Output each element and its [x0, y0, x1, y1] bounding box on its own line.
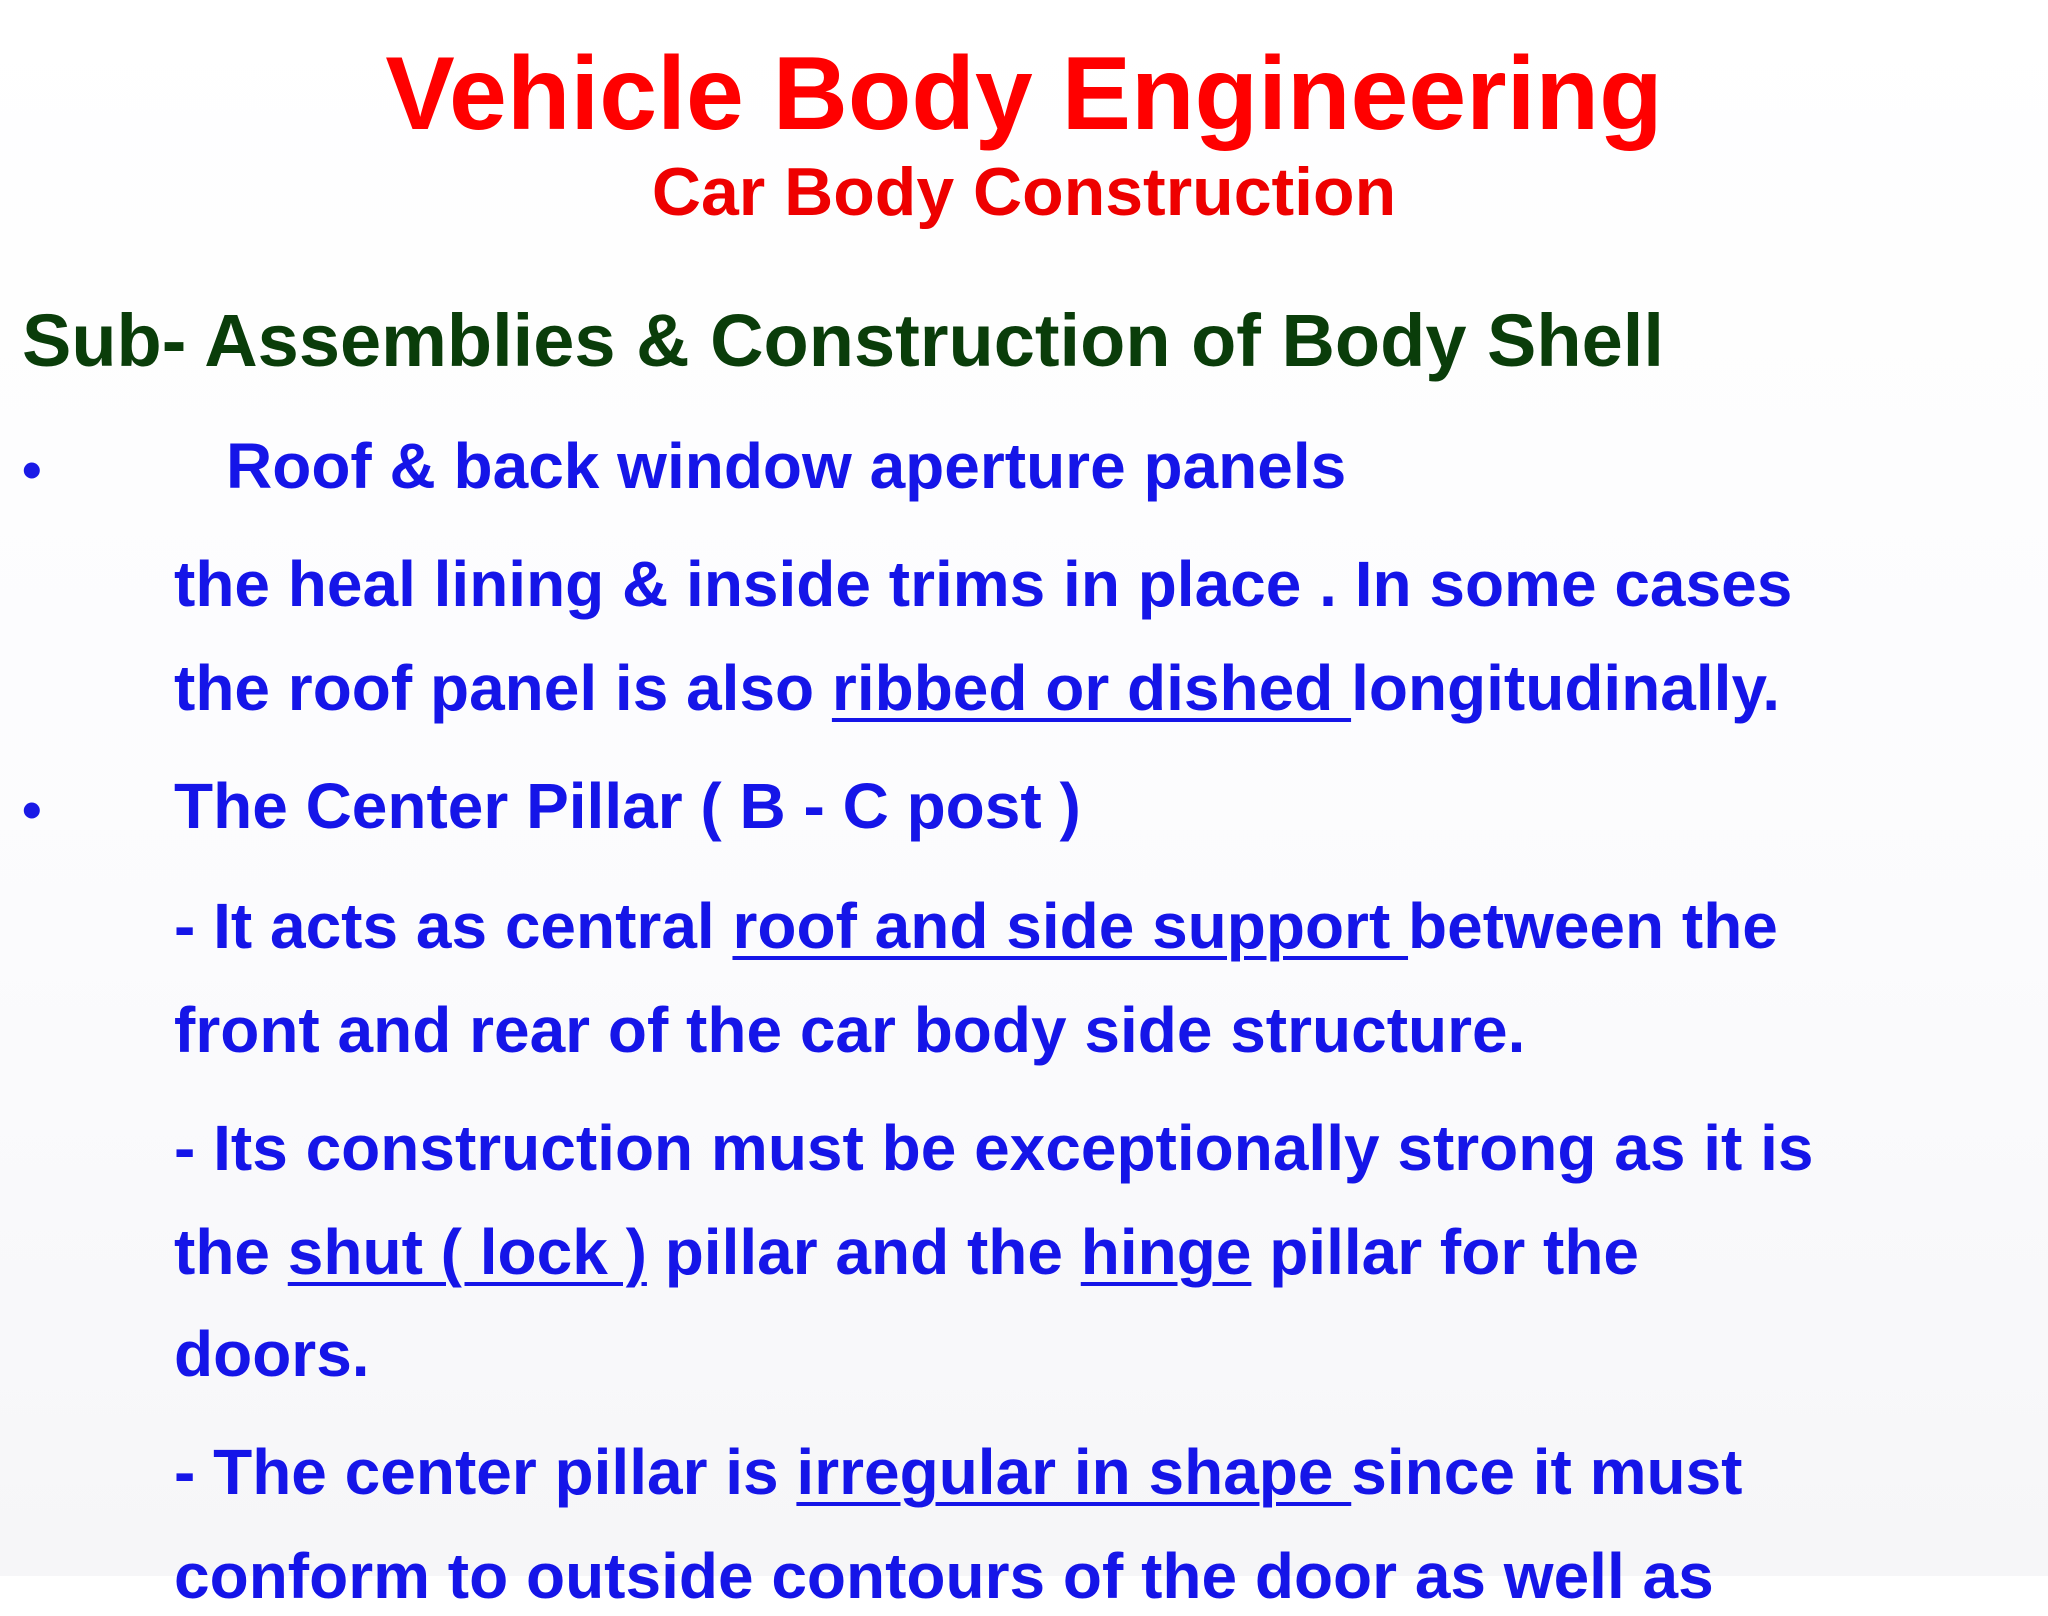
item2-para2-line-3: doors.: [174, 1318, 370, 1390]
item1-heading: Roof & back window aperture panels: [226, 430, 1347, 502]
item2-para2-underlined-1: shut ( lock ): [287, 1216, 647, 1288]
item2-para2-mid: pillar and the: [646, 1216, 1081, 1288]
item1-line-1: the heal lining & inside trims in place . In some cases: [174, 548, 1793, 620]
section-heading: Sub- Assemblies & Construction of Body Shell: [22, 299, 1664, 382]
bullet-2: •: [22, 778, 42, 841]
bullet-1: •: [22, 438, 42, 501]
item2-para2-line-1: - Its construction must be exceptionally strong as it is: [174, 1112, 1814, 1184]
item1-line-2-post: longitudinally.: [1351, 652, 1781, 724]
item2-para1-underlined: roof and side support: [732, 890, 1409, 962]
item2-heading: The Center Pillar ( B - C post ): [174, 770, 1081, 842]
item2-para1-pre: - It acts as central: [174, 890, 733, 962]
item1-underlined-text: ribbed or dished: [831, 652, 1352, 724]
item2-para3-line-1: [174, 1432, 1742, 1512]
item2-para1-line-2: front and rear of the car body side structure.: [174, 994, 1526, 1066]
item2-para2-underlined-2: hinge: [1080, 1216, 1252, 1288]
item1-line-2-pre: the roof panel is also: [174, 652, 832, 724]
slide-subtitle: Car Body Construction: [651, 154, 1397, 230]
item2-para2-pre: the: [174, 1216, 288, 1288]
item2-para2-line-2: [174, 1212, 1639, 1292]
item1-line-2: [174, 648, 1780, 728]
slide-title: Vehicle Body Engineering: [385, 36, 1663, 152]
item2-para3-underlined: irregular in shape: [796, 1436, 1352, 1508]
item2-para3-line-2: conform to outside contours of the door as well as: [174, 1540, 1714, 1612]
item2-para3-post: since it must: [1351, 1436, 1743, 1508]
item2-para2-post: pillar for the: [1251, 1216, 1639, 1288]
item2-para1-post: between the: [1408, 890, 1778, 962]
item2-para3-pre: - The center pillar is: [174, 1436, 797, 1508]
item2-para1-line-1: [174, 886, 1778, 966]
